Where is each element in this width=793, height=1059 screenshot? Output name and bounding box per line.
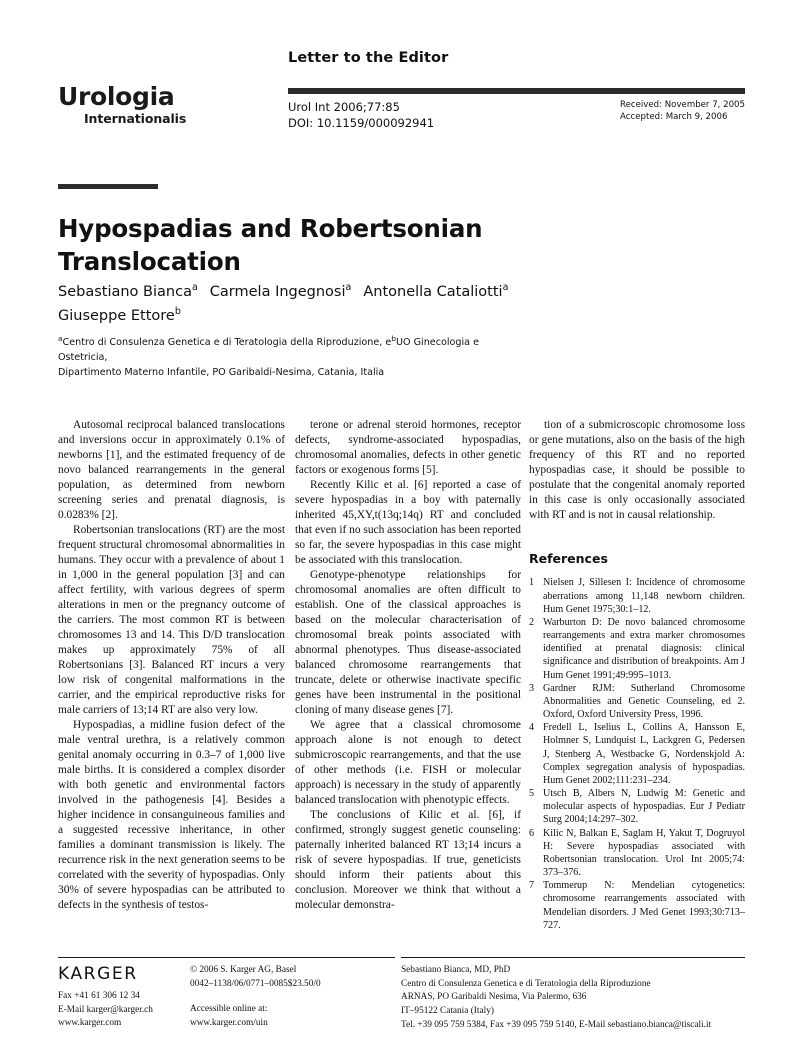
corresponding-city: IT–95122 Catania (Italy) (401, 1005, 494, 1016)
affiliation-text-a: Centro di Consulenza Genetica e di Teratologia della Riproduzione, e (62, 337, 392, 349)
copyright-block (190, 964, 321, 991)
corresponding-institute: Centro di Consulenza Genetica e di Teratologia della Riproduzione (401, 978, 651, 989)
list-item (529, 576, 745, 616)
karger-logo: KARGER (58, 964, 138, 984)
page-title: Hypospadias and Robertsonian Translocation (58, 214, 483, 276)
corresponding-address: ARNAS, PO Garibaldi Nesima, Via Palermo, 636 (401, 992, 587, 1003)
affiliation-mark-a: a (58, 334, 63, 343)
author-affiliation-mark: b (174, 306, 181, 318)
author-name: Giuseppe Ettore (58, 308, 175, 325)
body-column-1 (58, 418, 285, 912)
body-column-2 (295, 418, 521, 912)
reference-number: 4 (529, 722, 535, 734)
references-heading: References (529, 550, 608, 566)
publisher-website[interactable]: www.karger.com (58, 1018, 122, 1029)
list-item (529, 827, 745, 880)
corresponding-contact: Tel. +39 095 759 5384, Fax +39 095 759 5140, E-Mail sebastiano.bianca@tiscali.it (401, 1019, 712, 1030)
corresponding-author-block (401, 964, 751, 1032)
paragraph: terone or adrenal steroid hormones, receptor defects, syndrome-associated hypospadias, chromosomal anomalies, defects in other genetic factors or exogenous forms [5]. (295, 419, 521, 476)
paragraph: Autosomal reciprocal balanced translocations and inversions occur in approximately 0.1% of newborns [1], and the estimated frequency of de novo balanced rearrangements in the general population, as determined from newborn screening series and prenatal diagnosis, is 0.0283% [2]. (58, 419, 285, 521)
journal-masthead (58, 84, 258, 126)
paragraph: Robertsonian translocations (RT) are the most frequent structural chromosomal abnormalities in humans. They occur with a prevalence of about 1 in 1,000 in the general population [3] and can affect fertility, with various degrees of sperm alterations in men or the pregnancy outcome of the carriers. The most common RT is between chromosomes 13 and 14. This D/D translocation makes up approximately 75% of all Robertsonians [3]. Balanced RT incurs a very low risk of congenital malformations in the carrier, and the empirical reproductive risks for male carriers of 13;14 RT are also very low. (58, 523, 285, 716)
affiliation-mark-b: b (391, 334, 396, 343)
list-item (529, 616, 745, 682)
reference-text: Warburton D: De novo balanced chromosome rearrangements and extra marker chromosomes identified at prenatal diagnosis: clinical significance and distribution of breakpoints. Am J Hum Genet 1991;49:995–1013. (543, 616, 745, 681)
footer-divider-left (58, 957, 395, 958)
reference-number: 2 (529, 616, 535, 628)
list-item (529, 682, 745, 722)
title-divider-rule (58, 184, 158, 189)
reference-text: Utsch B, Albers N, Ludwig M: Genetic and molecular aspects of hypospadias. Eur J Pediatr Surg 2004;14:297–302. (543, 788, 745, 826)
doi-text: DOI: 10.1159/000092941 (288, 116, 435, 131)
journal-citation: Urol Int 2006;77:85 (288, 100, 400, 114)
submission-dates (620, 99, 745, 124)
paragraph: Hypospadias, a midline fusion defect of the male ventral urethra, is a relatively common genital anomaly occurring in 0.3–7 of 1,000 live male births. It is considered a complex disorder with both genetic and environmental factors involved in the pathogenesis [4]. Besides a higher incidence in consanguineous families and a suggested recessive inheritance, in other families a dominant transmission is likely. The recurrence risk in the next generation seems to be correlated with the severity of hypospadias. Only 30% of severe hypospadias can be attributed to defects in the synthesis of testos- (58, 718, 285, 911)
reference-text: Gardner RJM: Sutherland Chromosome Abnormalities and Genetic Counseling, ed 2. Oxford, Oxford University Press, 1996. (543, 682, 745, 721)
publisher-fax: Fax +41 61 306 12 34 (58, 991, 140, 1001)
paragraph: The conclusions of Kilic et al. [6], if confirmed, strongly suggest genetic counseling: paternally inherited balanced RT 13;14 incurs a risk of severe hypospadias. If true, geneticists should inform their patients about this conclusion. Moreover we think that without a molecular demonstra- (295, 808, 521, 911)
author-name: Carmela Ingegnosi (209, 283, 346, 300)
issn-text: 0042–1138/06/0771–0085$23.50/0 (190, 978, 321, 989)
author-list (58, 280, 678, 329)
reference-number: 7 (529, 880, 535, 892)
reference-number: 3 (529, 682, 535, 694)
affiliation-text-line2: Dipartimento Materno Infantile, PO Garibaldi-Nesima, Catania, Italia (58, 366, 385, 378)
copyright-text: © 2006 S. Karger AG, Basel (190, 965, 297, 975)
paragraph: tion of a submicroscopic chromosome loss or gene mutations, also on the basis of the high frequency of this RT and no reported hypospadias case, it should be possible to postulate that the congenital anomaly reported in this case is only occasionally associated with RT and is not in causal relationship. (529, 419, 745, 521)
reference-number: 1 (529, 577, 535, 589)
reference-text: Fredell L, Iselius L, Collins A, Hansson E, Holmner S, Lundquist L, Lackgren G, Pedersen J, Stenberg A, Westbacke G, Nordenskjold A: Complex segregation analysis of hypospadias. Hum Genet 2002;111:231–234. (543, 722, 745, 786)
author-affiliation-mark: a (345, 282, 352, 293)
body-column-3 (529, 418, 745, 932)
accepted-date: Accepted: March 9, 2006 (620, 112, 728, 123)
journal-subtitle: Internationalis (84, 111, 187, 126)
list-item (529, 721, 745, 787)
corresponding-name: Sebastiano Bianca, MD, PhD (401, 965, 511, 975)
affiliation-text-b: UO Ginecologia e Ostetricia, (58, 337, 479, 364)
paragraph: Recently Kilic et al. [6] reported a case of severe hypospadias in a boy with paternally inherited 45,XY,t(13q;14q) RT and concluded that even if no such association has been reported so far, the severe hypospadias in this case might be associated with this translocation. (295, 478, 521, 566)
paragraph: We agree that a classical chromosome approach alone is not enough to detect submicroscopic rearrangements, and that the use of other methods (i.e. FISH or molecular approach) is necessary in the study of apparently balanced translocation with phenotypic effects. (295, 718, 521, 806)
author-affiliation-mark: a (191, 282, 198, 293)
author-name: Antonella Cataliotti (363, 283, 503, 300)
references-list (529, 576, 745, 932)
affiliation-block (58, 333, 528, 381)
journal-name: Urologia (58, 82, 175, 111)
accessible-online-label: Accessible online at: (190, 1004, 268, 1014)
publisher-email[interactable]: E-Mail karger@karger.ch (58, 1004, 153, 1015)
reference-text: Tommerup N: Mendelian cytogenetics: chromosome rearrangements associated with Mendelian disorders. J Med Genet 1993;30:713–727. (543, 880, 745, 931)
article-type-label: Letter to the Editor (288, 50, 449, 66)
author-name: Sebastiano Bianca (58, 283, 192, 300)
reference-text: Nielsen J, Sillesen I: Incidence of chromosome aberrations among 11,148 newborn children. Hum Genet 1975;30:1–12. (543, 577, 745, 615)
list-item (529, 879, 745, 932)
reference-text: Kilic N, Balkan E, Saglam H, Yakut T, Dogruyol H: Severe hypospadias associated with Robertsonian translocation. Urol Int 2005;74: 373–376. (543, 827, 745, 879)
received-date: Received: November 7, 2005 (620, 100, 745, 110)
accessible-online-url[interactable]: www.karger.com/uin (190, 1017, 268, 1028)
footer-divider-right (401, 957, 745, 958)
author-affiliation-mark: a (502, 282, 509, 293)
publisher-contact (58, 990, 153, 1031)
paragraph: Genotype-phenotype relationships for chromosomal anomalies are often difficult to establish. One of the classical approaches is based on the molecular characterisation of chromosomal break points associated with abnormal phenotypes. Thus disease-associated balanced chromosome rearrangements that truncate, delete or otherwise inactivate specific genes have been instrumental in the positional cloning of many disease genes [7]. (295, 568, 521, 716)
citation-block (288, 99, 434, 132)
reference-number: 6 (529, 827, 535, 839)
header-divider-rule (288, 88, 745, 94)
list-item (529, 787, 745, 827)
reference-number: 5 (529, 788, 535, 800)
online-access-block (190, 1003, 268, 1030)
